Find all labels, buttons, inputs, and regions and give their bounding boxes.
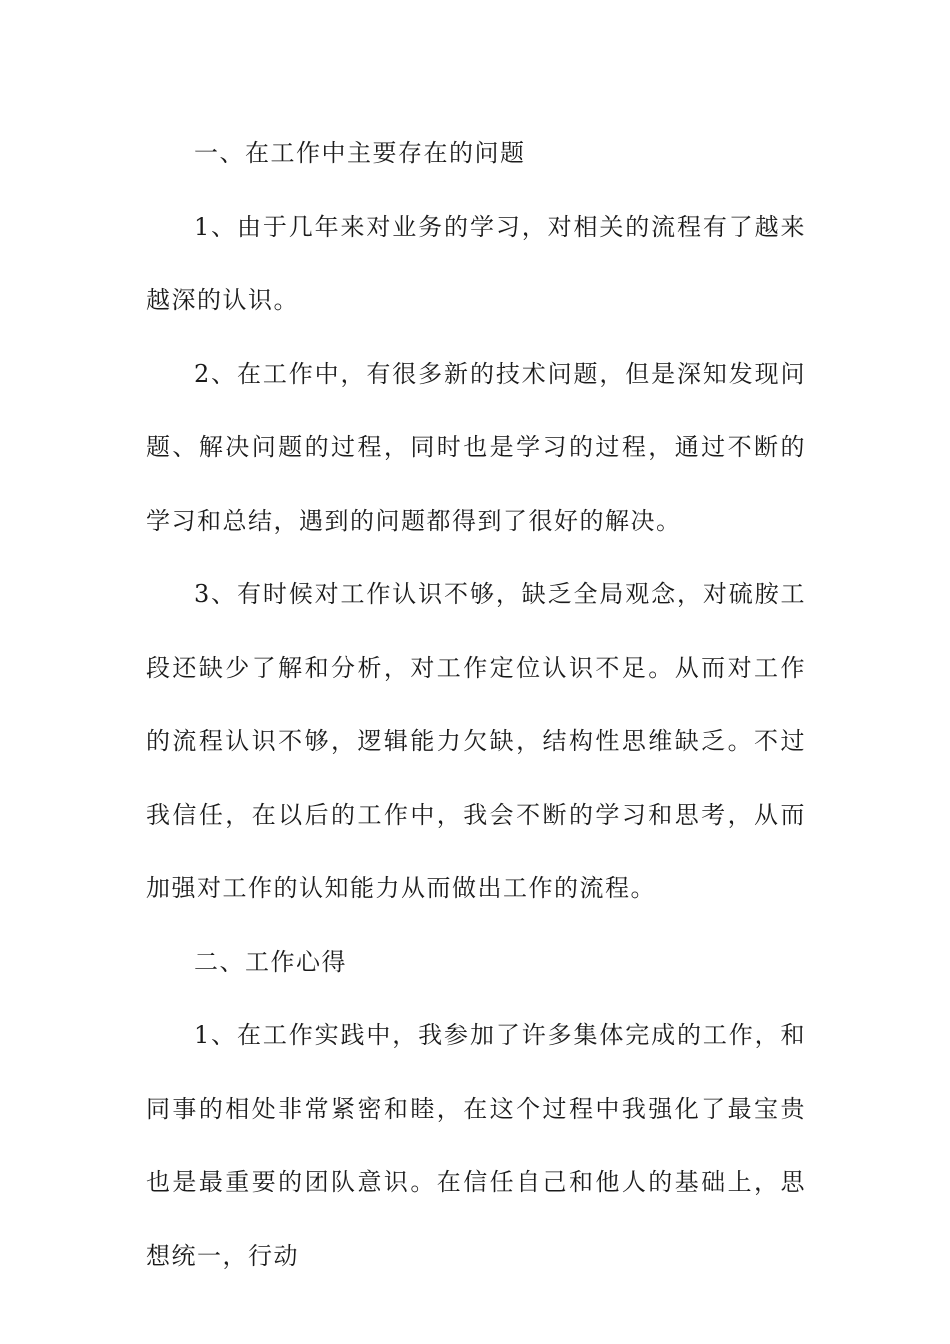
paragraph-problem-1: 1、由于几年来对业务的学习，对相关的流程有了越来越深的认识。 — [146, 212, 806, 314]
document-body — [146, 117, 806, 1293]
paragraph-problem-2: 2、在工作中，有很多新的技术问题，但是深知发现问题、解决问题的过程，同时也是学习的过程，通过不断的学习和总结，遇到的问题都得到了很好的解决。 — [146, 359, 806, 535]
section-heading-problems: 一、在工作中主要存在的问题 — [194, 139, 526, 167]
paragraph-problem-3: 3、有时候对工作认识不够，缺乏全局观念，对硫胺工段还缺少了解和分析，对工作定位认识不足。从而对工作的流程认识不够，逻辑能力欠缺，结构性思维缺乏。不过我信任，在以后的工作中，我会不断的学习和思考，从而加强对工作的认知能力从而做出工作的流程。 — [146, 580, 806, 902]
paragraph-experience-1: 1、在工作实践中，我参加了许多集体完成的工作，和同事的相处非常紧密和睦，在这个过程中我强化了最宝贵也是最重要的团队意识。在信任自己和他人的基础上，思想统一，行动 — [146, 1021, 806, 1270]
section-heading-experience: 二、工作心得 — [194, 947, 347, 976]
